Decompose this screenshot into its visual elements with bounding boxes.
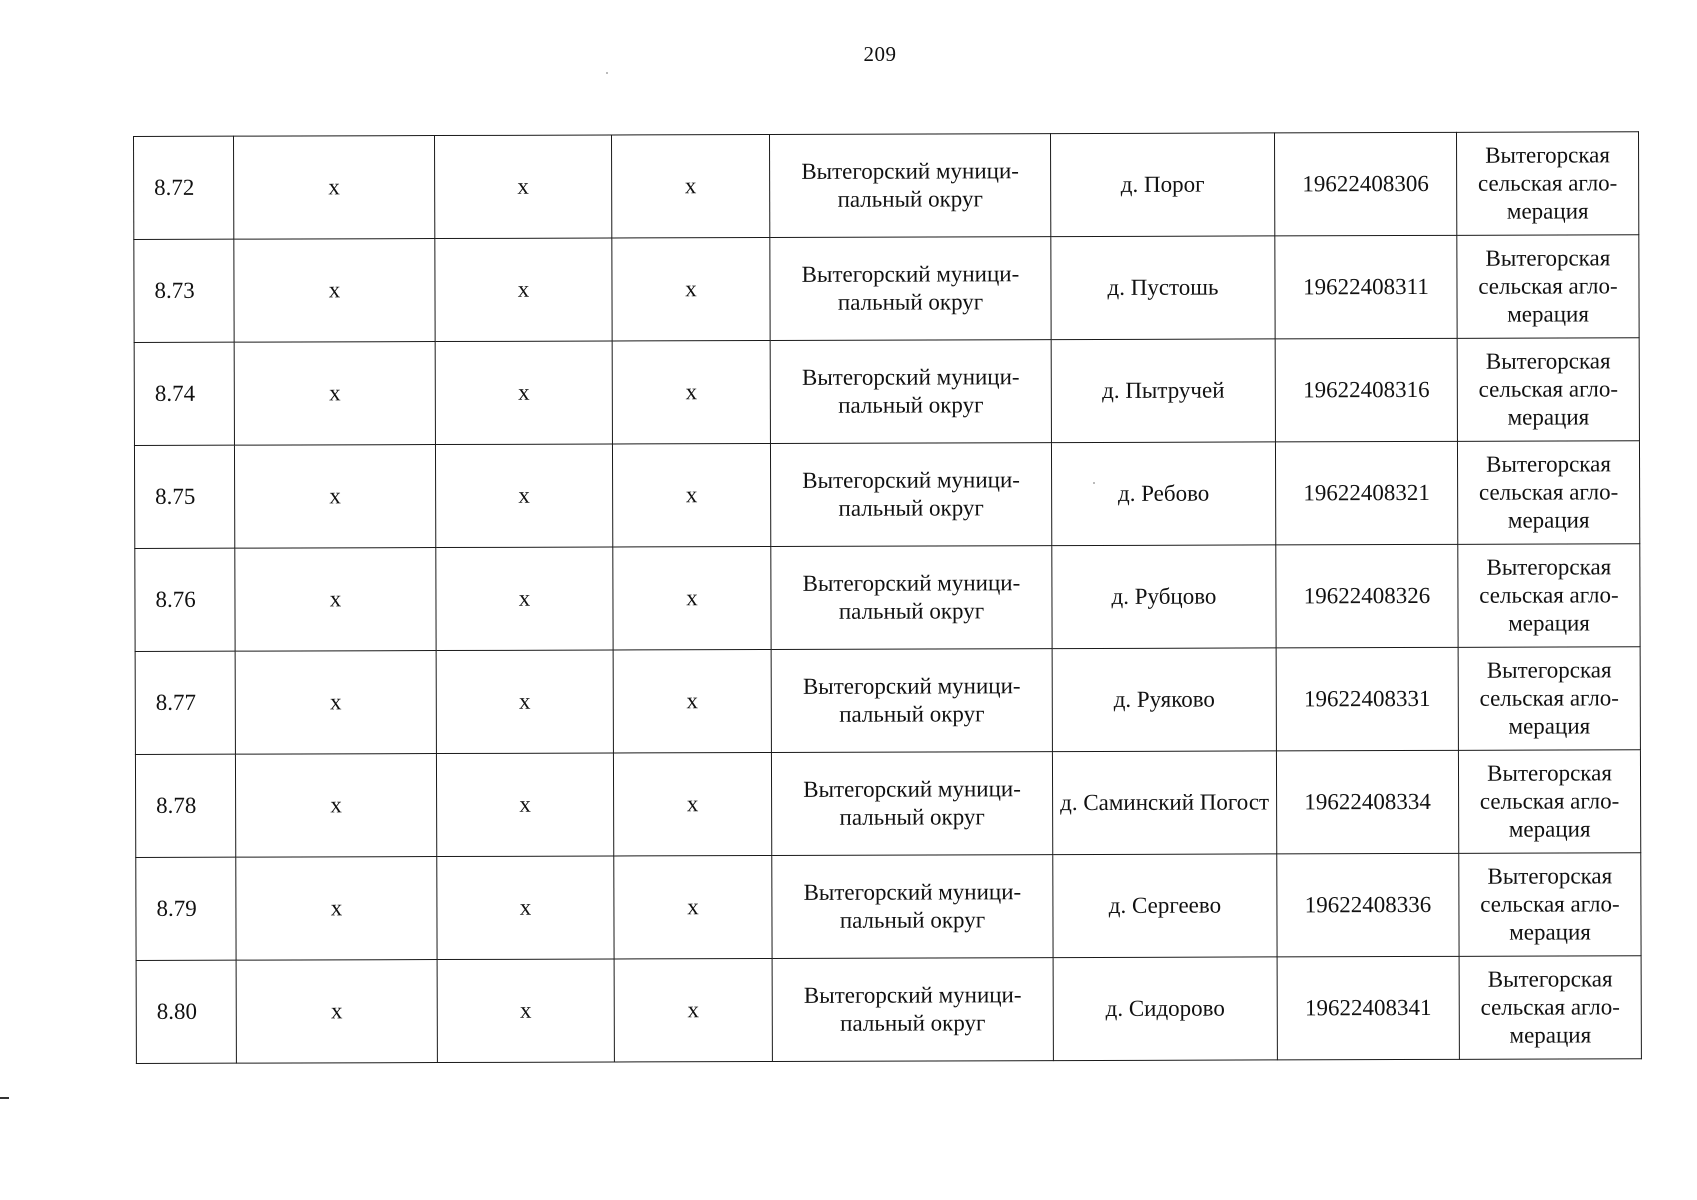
settlement-cell: д. Саминский Погост <box>1052 751 1276 855</box>
settlement-cell: д. Порог <box>1050 133 1274 237</box>
agglomeration-cell: Вытегорская сельская агло-мерация <box>1457 235 1639 339</box>
settlements-table <box>133 131 1642 1064</box>
col3-cell: x <box>436 547 613 651</box>
page-number: 209 <box>863 42 897 66</box>
oktmo-code-cell: 19622408316 <box>1275 338 1457 442</box>
col3-cell: x <box>435 341 612 445</box>
col2-cell: x <box>235 754 436 858</box>
agglomeration-cell: Вытегорская сельская агло-мерация <box>1459 956 1641 1060</box>
table-row <box>135 750 1640 858</box>
district-cell: Вытегорский муници-пальный округ <box>771 649 1052 753</box>
col2-cell: x <box>234 342 435 446</box>
row-number-cell: 8.77 <box>135 651 235 754</box>
row-number-cell: 8.78 <box>135 754 235 857</box>
col4-cell: x <box>614 855 772 958</box>
oktmo-code-cell: 19622408341 <box>1277 956 1459 1060</box>
row-number-cell: 8.79 <box>136 857 236 960</box>
table-row <box>135 544 1640 652</box>
table-row <box>134 338 1639 446</box>
oktmo-code-cell: 19622408311 <box>1275 235 1457 339</box>
col4-cell: x <box>611 135 769 238</box>
table-row <box>134 132 1639 240</box>
col3-cell: x <box>435 135 612 239</box>
col2-cell: x <box>234 445 435 549</box>
col4-cell: x <box>613 752 771 855</box>
col2-cell: x <box>235 548 436 652</box>
oktmo-code-cell: 19622408326 <box>1276 544 1458 648</box>
district-cell: Вытегорский муници-пальный округ <box>772 855 1053 959</box>
row-number-cell: 8.76 <box>135 548 235 651</box>
col2-cell: x <box>234 136 435 240</box>
col3-cell: x <box>437 856 614 960</box>
settlement-cell: д. Ребово <box>1051 442 1275 546</box>
col4-cell: x <box>612 340 770 443</box>
agglomeration-cell: Вытегорская сельская агло-мерация <box>1457 441 1639 545</box>
agglomeration-cell: Вытегорская сельская агло-мерация <box>1456 132 1638 236</box>
district-cell: Вытегорский муници-пальный округ <box>771 546 1052 650</box>
settlements-table-wrapper <box>133 131 1641 1064</box>
district-cell: Вытегорский муници-пальный округ <box>769 134 1050 238</box>
col4-cell: x <box>612 443 770 546</box>
scan-speck <box>1093 482 1095 484</box>
settlement-cell: д. Сергеево <box>1053 854 1277 958</box>
table-row <box>136 853 1641 961</box>
col2-cell: x <box>236 857 437 961</box>
settlement-cell: д. Пытручей <box>1051 339 1275 443</box>
col2-cell: x <box>236 960 437 1064</box>
settlement-cell: д. Пустошь <box>1051 236 1275 340</box>
row-number-cell: 8.72 <box>134 136 234 239</box>
table-body <box>134 132 1642 1064</box>
col4-cell: x <box>613 546 771 649</box>
table-row <box>135 647 1640 755</box>
table-row <box>136 956 1641 1064</box>
district-cell: Вытегорский муници-пальный округ <box>771 752 1052 856</box>
settlement-cell: д. Сидорово <box>1053 957 1277 1061</box>
row-number-cell: 8.80 <box>136 960 236 1063</box>
col4-cell: x <box>613 649 771 752</box>
table-row <box>134 235 1639 343</box>
oktmo-code-cell: 19622408334 <box>1276 750 1458 854</box>
row-number-cell: 8.74 <box>134 342 234 445</box>
row-number-cell: 8.75 <box>134 445 234 548</box>
col3-cell: x <box>436 650 613 754</box>
district-cell: Вытегорский муници-пальный округ <box>770 237 1051 341</box>
agglomeration-cell: Вытегорская сельская агло-мерация <box>1459 853 1641 957</box>
district-cell: Вытегорский муници-пальный округ <box>770 443 1051 547</box>
oktmo-code-cell: 19622408306 <box>1274 132 1456 236</box>
oktmo-code-cell: 19622408336 <box>1277 853 1459 957</box>
settlement-cell: д. Руяково <box>1052 648 1276 752</box>
col3-cell: x <box>436 753 613 857</box>
col2-cell: x <box>235 651 436 755</box>
district-cell: Вытегорский муници-пальный округ <box>770 340 1051 444</box>
district-cell: Вытегорский муници-пальный округ <box>772 958 1053 1062</box>
col3-cell: x <box>435 444 612 548</box>
row-number-cell: 8.73 <box>134 239 234 342</box>
col3-cell: x <box>437 959 614 1063</box>
agglomeration-cell: Вытегорская сельская агло-мерация <box>1458 750 1640 854</box>
agglomeration-cell: Вытегорская сельская агло-мерация <box>1458 647 1640 751</box>
col4-cell: x <box>614 958 772 1061</box>
settlement-cell: д. Рубцово <box>1052 545 1276 649</box>
agglomeration-cell: Вытегорская сельская агло-мерация <box>1457 338 1639 442</box>
col2-cell: x <box>234 239 435 343</box>
table-row <box>134 441 1639 549</box>
col4-cell: x <box>612 237 770 340</box>
oktmo-code-cell: 19622408331 <box>1276 647 1458 751</box>
scan-speck <box>606 72 608 74</box>
agglomeration-cell: Вытегорская сельская агло-мерация <box>1458 544 1640 648</box>
col3-cell: x <box>435 238 612 342</box>
oktmo-code-cell: 19622408321 <box>1275 441 1457 545</box>
scan-edge-mark <box>0 1097 9 1099</box>
